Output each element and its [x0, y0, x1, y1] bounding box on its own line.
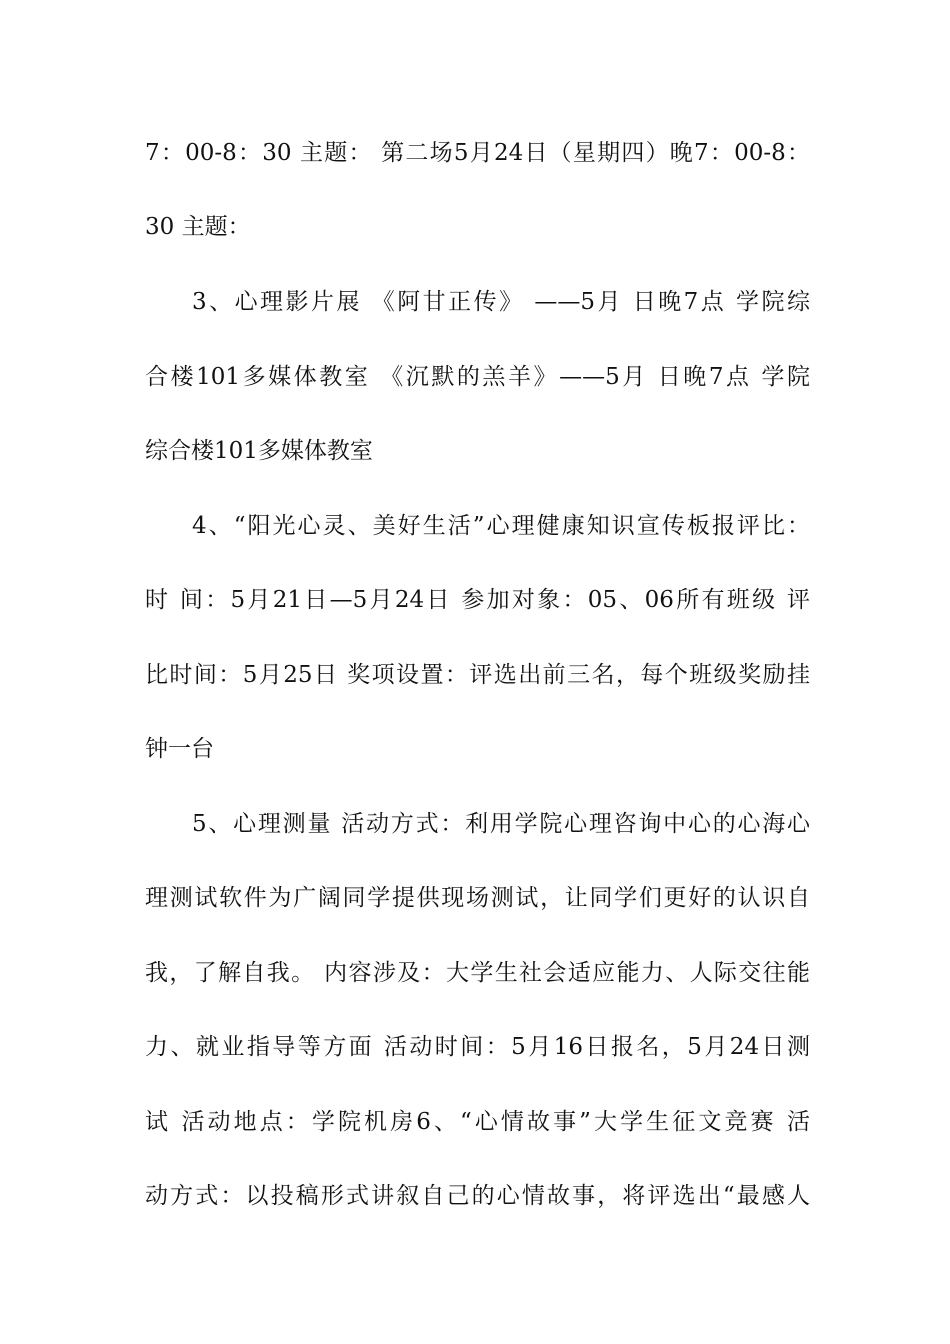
text-line-2: 30 主题： — [145, 214, 251, 240]
text-line-14: 试 活动地点：学院机房6、“心情故事”大学生征文竞赛 活 — [145, 1109, 810, 1135]
text-line-10: 5、心理测量 活动方式：利用学院心理咨询中心的心海心 — [192, 811, 810, 837]
text-line-11: 理测试软件为广阔同学提供现场测试，让同学们更好的认识自 — [145, 885, 810, 911]
text-line-1: 7：00-8：30 主题： 第二场5月24日（星期四）晚7：00-8： — [145, 140, 810, 166]
text-line-4: 合楼101多媒体教室 《沉默的羔羊》——5月 日晚7点 学院 — [145, 364, 810, 390]
text-line-12: 我，了解自我。 内容涉及：大学生社会适应能力、人际交往能 — [145, 960, 810, 986]
text-line-6: 4、“阳光心灵、美好生活”心理健康知识宣传板报评比： — [192, 513, 810, 539]
text-line-9: 钟一台 — [145, 736, 214, 762]
text-line-7: 时 间：5月21日—5月24日 参加对象：05、06所有班级 评 — [145, 587, 810, 613]
text-line-13: 力、就业指导等方面 活动时间：5月16日报名，5月24日测 — [145, 1034, 810, 1060]
text-line-15: 动方式：以投稿形式讲叙自己的心情故事，将评选出“最感人 — [145, 1183, 810, 1209]
text-line-5: 综合楼101多媒体教室 — [145, 438, 373, 464]
text-line-8: 比时间：5月25日 奖项设置：评选出前三名，每个班级奖励挂 — [145, 662, 810, 688]
text-line-3: 3、心理影片展 《阿甘正传》 ——5月 日晚7点 学院综 — [192, 289, 810, 315]
